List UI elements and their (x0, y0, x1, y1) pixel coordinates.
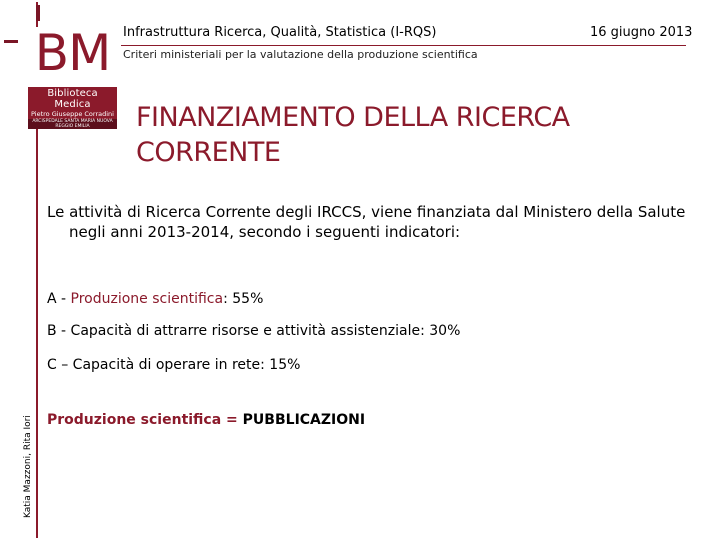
slide-title: FINANZIAMENTO DELLA RICERCA CORRENTE (136, 102, 570, 168)
intro-paragraph (47, 202, 697, 242)
indicator-a-suffix: : 55% (223, 291, 264, 307)
intro-line-2: negli anni 2013-2014, secondo i seguenti indicatori: (69, 223, 461, 241)
logo-band (28, 87, 117, 119)
header-subtitle: Criteri ministeriali per la valutazione della produzione scientifica (123, 48, 478, 61)
indicator-a (47, 291, 263, 307)
logo-person: Pietro Giuseppe Corradini (31, 110, 114, 118)
intro-line-1: Le attività di Ricerca Corrente degli IRCCS, viene finanziata dal Ministero della Salute (47, 203, 686, 221)
indicator-b: B - Capacità di attrarre risorse e attività assistenziale: 30% (47, 323, 461, 339)
library-logo (28, 24, 117, 129)
header-divider (121, 45, 686, 46)
header-date: 16 giugno 2013 (590, 25, 693, 40)
indicator-c: C – Capacità di operare in rete: 15% (47, 357, 301, 373)
indicator-a-prefix: A - (47, 291, 71, 307)
logo-letters: BM (34, 24, 111, 82)
summary-prefix: Produzione scientifica = (47, 412, 243, 428)
summary-line (47, 412, 365, 428)
header-title: Infrastruttura Ricerca, Qualità, Statistica (I-RQS) (123, 25, 437, 40)
logo-name: Biblioteca Medica (47, 88, 98, 110)
left-tick-mark (4, 40, 18, 43)
logo-footer: ARCISPEDALE SANTA MARIA NUOVA REGGIO EMILIA (28, 119, 117, 129)
indicator-a-highlight: Produzione scientifica (70, 291, 224, 307)
author-credit: Katia Mazzoni, Rita Iori (23, 415, 33, 518)
top-tick-mark (36, 5, 40, 21)
summary-caps: PUBBLICAZIONI (242, 412, 366, 428)
